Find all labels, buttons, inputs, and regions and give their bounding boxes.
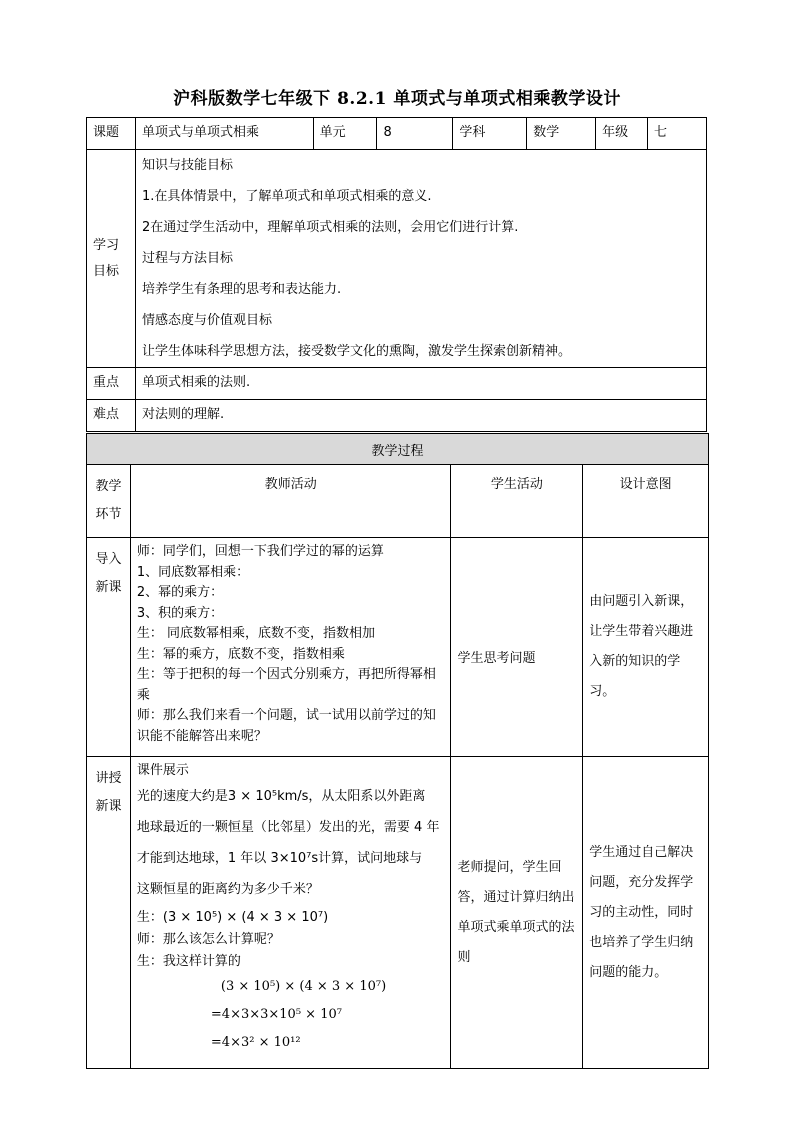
goal-line: 知识与技能目标 (141, 158, 233, 173)
col-teacher-header: 教师活动 (130, 465, 451, 538)
dialog-line: 师：那么我们来看一个问题，试一试用以前学过的知识能不能解答出来呢？ (136, 708, 436, 744)
teach-teacher-activity (130, 757, 451, 1069)
goals-content (135, 150, 706, 368)
course-show-label: 课件展示 (136, 763, 189, 778)
dialog-line: 生： 同底数幂相乘，底数不变，指数相加 (136, 626, 376, 641)
problem-line: 这颗恒星的距离约为多少千米？ (136, 882, 319, 897)
goal-line: 让学生体味科学思想方法，接受数学文化的熏陶，激发学生探索创新精神。 (141, 344, 571, 359)
dialog-line: 师：那么该怎么计算呢？ (136, 932, 280, 947)
lesson-info-table (86, 117, 707, 432)
intro-teacher-activity (130, 538, 451, 757)
teach-student-activity: 老师提问，学生回答，通过计算归纳出单项式乘单项式的法则 (451, 757, 583, 1069)
goal-line: 情感态度与价值观目标 (141, 313, 272, 328)
difficulty-label: 难点 (87, 400, 136, 432)
grade-label: 年级 (596, 118, 648, 150)
subject-label: 学科 (453, 118, 527, 150)
intro-design-intent: 由问题引入新课，让学生带着兴趣进入新的知识的学习。 (583, 538, 709, 757)
key-point-value: 单项式相乘的法则. (135, 368, 706, 400)
dialog-line: 生：(3 × 10⁵) × (4 × 3 × 10⁷) (136, 910, 329, 925)
problem-line: 才能到达地球，1 年以 3×10⁷s计算，试问地球与 (136, 851, 423, 866)
grade-value: 七 (648, 118, 707, 150)
dialog-line: 生：我这样计算的 (136, 954, 241, 969)
calc-line: =4×3×3×10⁵ × 10⁷ (210, 1007, 342, 1022)
goals-label: 学习 目标 (87, 150, 136, 368)
subject-value: 数学 (527, 118, 596, 150)
goal-line: 培养学生有条理的思考和表达能力. (141, 282, 342, 297)
process-heading: 教学过程 (87, 434, 709, 465)
teaching-process-table (86, 433, 709, 1069)
col-intent-header: 设计意图 (583, 465, 709, 538)
problem-line: 光的速度大约是3 × 10⁵km/s，从太阳系以外距离 (136, 789, 426, 804)
calc-line: (3 × 10⁵) × (4 × 3 × 10⁷) (220, 979, 387, 994)
calc-line: =4×3² × 10¹² (210, 1035, 301, 1050)
intro-stage: 导入 新课 (87, 538, 131, 757)
dialog-line: 2、幂的乘方： (136, 585, 224, 600)
teach-design-intent: 学生通过自己解决问题，充分发挥学习的主动性，同时也培养了学生归纳问题的能力。 (583, 757, 709, 1069)
dialog-line: 生：等于把积的每一个因式分别乘方，再把所得幂相乘 (136, 667, 436, 703)
lesson-value: 单项式与单项式相乘 (135, 118, 313, 150)
col-student-header: 学生活动 (451, 465, 583, 538)
teach-stage: 讲授 新课 (87, 757, 131, 1069)
unit-value: 8 (377, 118, 453, 150)
intro-student-activity: 学生思考问题 (451, 538, 583, 757)
dialog-line: 生：幂的乘方，底数不变，指数相乘 (136, 646, 345, 662)
unit-label: 单元 (313, 118, 377, 150)
document-title: 沪科版数学七年级下 8.2.1 单项式与单项式相乘教学设计 (173, 89, 621, 109)
key-point-label: 重点 (87, 368, 136, 400)
dialog-line: 1、同底数幂相乘： (136, 564, 250, 580)
dialog-line: 3、积的乘方： (136, 605, 224, 621)
dialog-line: 师：同学们，回想一下我们学过的幂的运算 (136, 544, 384, 559)
goal-line: 过程与方法目标 (141, 251, 233, 266)
goal-line: 1.在具体情景中，了解单项式和单项式相乘的意义. (141, 189, 432, 204)
col-stage-header: 教学 环节 (87, 465, 131, 538)
difficulty-value: 对法则的理解. (135, 400, 706, 432)
lesson-label: 课题 (87, 118, 136, 150)
goal-line: 2在通过学生活动中，理解单项式相乘的法则，会用它们进行计算. (141, 220, 519, 235)
problem-line: 地球最近的一颗恒星（比邻星）发出的光，需要 4 年 (136, 820, 440, 835)
